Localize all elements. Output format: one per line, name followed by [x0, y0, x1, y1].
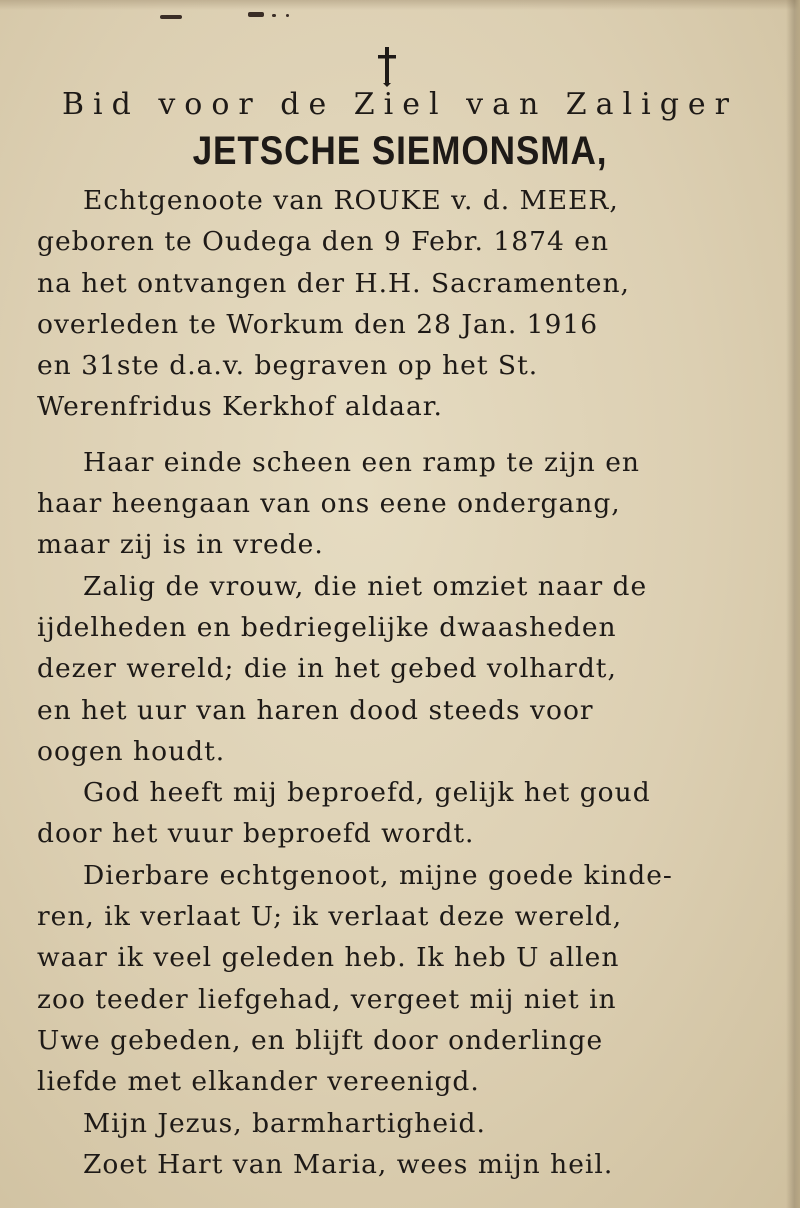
verse-paragraph-4 — [37, 855, 757, 1103]
verse-line: zoo teeder liefgehad, vergeet mij niet in — [37, 983, 617, 1015]
verse-line: liefde met elkander vereenigd. — [37, 1066, 480, 1098]
deceased-name: JETSCHE SIEMONSMA, — [192, 129, 608, 173]
bio-line: na het ontvangen der H.H. Sacramenten, — [37, 267, 630, 299]
verse-line: en het uur van haren dood steeds voor — [37, 694, 594, 726]
verse-line: Uwe gebeden, en blijft door onderlinge — [37, 1024, 604, 1056]
verse-paragraph-2 — [37, 566, 757, 772]
verse-line: Zalig de vrouw, die niet omziet naar de — [83, 570, 648, 602]
cross-icon — [372, 44, 402, 88]
bio-line: Werenfridus Kerkhof aldaar. — [37, 391, 443, 423]
verse-paragraph-3 — [37, 772, 757, 855]
bio-line: overleden te Workum den 28 Jan. 1916 — [37, 308, 599, 340]
paper-right-edge — [786, 0, 800, 1208]
bio-line: en 31ste d.a.v. begraven op het St. — [37, 350, 539, 382]
verse-line: Haar einde scheen een ramp te zijn en — [83, 446, 640, 478]
bio-line: geboren te Oudega den 9 Febr. 1874 en — [37, 226, 610, 258]
verse-line: ren, ik verlaat U; ik verlaat deze wereld, — [37, 901, 623, 933]
verse-line: Dierbare echtgenoot, mijne goede kinde- — [83, 859, 673, 891]
prayer-line: Zoet Hart van Maria, wees mijn heil. — [83, 1148, 614, 1180]
verse-line: waar ik veel geleden heb. Ik heb U allen — [37, 942, 620, 974]
card-text — [37, 180, 757, 1185]
verse-line: God heeft mij beproefd, gelijk het goud — [83, 777, 651, 809]
verse-line: ijdelheden en bedriegelijke dwaasheden — [37, 611, 617, 643]
invocation-line: Bid voor de Ziel van Zaliger — [61, 87, 739, 122]
bio-line: Echtgenoote van ROUKE v. d. MEER, — [83, 185, 619, 216]
verse-line: oogen houdt. — [37, 735, 226, 767]
verse-line: door het vuur beproefd wordt. — [37, 818, 475, 850]
verse-paragraph-1 — [37, 442, 757, 566]
verse-line: haar heengaan van ons eene ondergang, — [37, 488, 621, 520]
prayer-line: Mijn Jezus, barmhartigheid. — [83, 1107, 486, 1139]
biography — [37, 180, 757, 428]
closing-prayers — [37, 1103, 757, 1186]
ink-specks — [160, 12, 310, 24]
verse-line: dezer wereld; die in het gebed volhardt, — [37, 653, 617, 685]
verse-line: maar zij is in vrede. — [37, 529, 324, 561]
paper-top-edge — [0, 0, 800, 10]
